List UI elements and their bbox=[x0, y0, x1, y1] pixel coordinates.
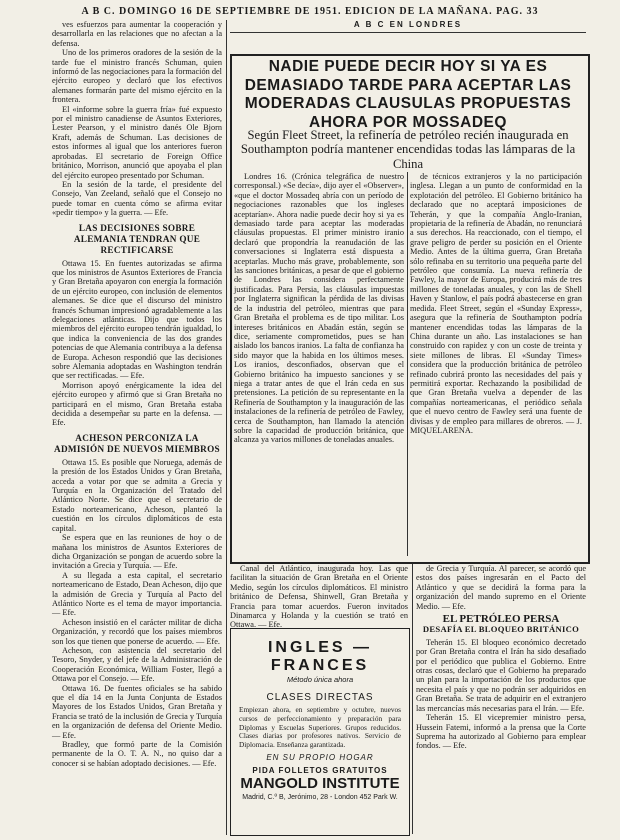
paragraph: Acheson, con asistencia del secretario del Tesoro, Snyder, y del jefe de la Administración de Cooperación Económica, William Foster, llegó a Ottawa por el Consejo. — Efe. bbox=[52, 645, 222, 684]
section-heading: EL PETRÓLEO PERSA bbox=[442, 613, 560, 626]
paragraph: En la sesión de la tarde, el presidente del Consejo, Van Zeeland, señaló que el Consejo no puede tomar en cuenta cómo se afirma evitar «pedir tiempo» y la guerra. — Efe. bbox=[52, 179, 222, 218]
lower-right-column bbox=[416, 564, 586, 836]
ad-title: INGLES — FRANCES bbox=[267, 639, 372, 674]
paragraph: ves esfuerzos para aumentar la cooperación y desarrollarla en las relaciones que no afectan a la defensa. bbox=[52, 20, 222, 48]
paragraph: Teherán 15. El vicepremier ministro persa, Hussein Fatemi, informó a la prensa que la Corte Suprema ha autorizado al Gobierno para emplear fondos. — Efe. bbox=[416, 713, 586, 751]
ad-body: Empiezan ahora, en septiembre y octubre, nuevos cursos de perfeccionamiento y preparación para Diplomas y Escuelas Superiores. Grupos reducidos. Clases diarias por profesores nativos. Servicio de Diplomacia. Enseñanza garantizada. bbox=[239, 705, 401, 750]
feature-subhead: Según Fleet Street, la refinería de petróleo recién inaugurada en Southampton podría mantener encendidas todas las lámparas de la China bbox=[240, 128, 576, 171]
paragraph: de Grecia y Turquía. Al parecer, se acordó que estos dos países ingresarán en el Pacto del Atlántico y que se decidirá la forma para la organización del mando supremo en el Oriente Medio. — Efe. bbox=[416, 564, 586, 611]
lower-middle-column bbox=[230, 564, 408, 630]
feature-column-a bbox=[234, 172, 404, 556]
paragraph: Bradley, que formó parte de la Comisión permanente de la O. T. A. N., no quiso dar a conocer si se habían adoptado decisiones. — Efe. bbox=[52, 740, 222, 768]
ad-tagline: Método única ahora bbox=[286, 675, 354, 684]
paragraph: de técnicos extranjeros y la no participación inglesa. Llegan a un punto de conformidad en la explotación del petróleo. El Gobierno británico ha declarado que no aceptará imposiciones de Teherán, y que la compañía Anglo-Iranian, propietaria de la refinería de Abadán, no renunciará a sus derechos. Ha reaccionado, con el tiempo, el grave peligro de perder su posición en el Oriente Medio. Antes de la última guerra, Gran Bretaña sólo refinaba en su territorio una pequeña parte del petróleo que consumía. La nueva refinería de Fawley, la mayor de Europa, producirá más de tres millones de toneladas anuales, y con las de Shell Haven y Stanlow, el país podrá abastecerse en gran medida. Fleet Street, según el «Sunday Express», asegura que la refinería de Southampton podría mantener encendidas todas las lámparas de la China durante un año. Las instalaciones se han construido con rapidez y con un coste de treinta y siete millones de libras. El «Sunday Times» considera que la producción británica de petróleo refinado cubrirá pronto las necesidades del país y permitirá exportar. Rechazando la posibilidad de que Gran Bretaña vuelva a depender de las compañías norteamericanas, el periódico señala que el nuevo centro de Fawley será una fuente de divisas y de empleo para millares de obreros. — J. MIQUELARENA. bbox=[410, 172, 582, 435]
ad-request: PIDA FOLLETOS GRATUITOS bbox=[252, 765, 388, 775]
advertisement bbox=[230, 628, 410, 836]
column-divider bbox=[226, 20, 227, 835]
paragraph: Morrison apoyó enérgicamente la idea del ejército europeo y afirmó que si Gran Bretaña no participará en el mismo, Gran Bretaña estaba decidida a desempeñar su parte en la defensa. — Efe. bbox=[52, 380, 222, 428]
feature-column-divider bbox=[407, 172, 408, 556]
paragraph: A su llegada a esta capital, el secretario norteamericano de Estado, Dean Acheson, dijo que la admisión de Grecia y Turquía al Pacto del Atlántico Norte es el tema de mayor importancia. — Efe. bbox=[52, 570, 222, 618]
ad-brand: MANGOLD INSTITUTE bbox=[240, 774, 400, 792]
paragraph: Acheson insistió en el carácter militar de dicha Organización, y recordó que los países miembros son los que tienen que ponerse de acuerdo. — Efe. bbox=[52, 617, 222, 646]
ad-address: Madrid, C.º B, Jerónimo, 28 - London 452 Park W. bbox=[242, 793, 398, 801]
paragraph: Ottawa 15. Es posible que Noruega, además de la presión de los Estados Unidos y Gran Bretaña, acceda a votar por que se admita a Grecia y Turquía en la Organización del Tratado del Atlántico Norte. Se dice que el secretario de Estado norteamericano, Acheson, planteó la cuestión en los círculos diplomáticos de esta capital. bbox=[52, 457, 222, 533]
paragraph: Ottawa 16. De fuentes oficiales se ha sabido que el día 14 en la Junta Conjunta de Estados Mayores de los Estados Unidos, Gran Bretaña y Francia se trató de la inclusión de Grecia y Turquía en la organización de defensa del Oriente Medio. — Efe. bbox=[52, 683, 222, 740]
section-subheading: DESAFÍA EL BLOQUEO BRITÁNICO bbox=[422, 624, 580, 635]
feature-column-b bbox=[410, 172, 582, 556]
section-heading: ACHESON PERCONIZA LA ADMISIÓN DE NUEVOS MIEMBROS bbox=[54, 432, 220, 454]
paragraph: Canal del Atlántico, inaugurada hoy. Las que facilitan la situación de Gran Bretaña en el Oriente Medio, según los círculos diplomáticos. El ministro británico de Defensa, Shinwell, Gran Bretaña y Francia para tomar acuerdos. Fueron invitados Dinamarca y Holanda y la cuestión se trató en Ottawa. — Efe. bbox=[230, 564, 408, 630]
left-column bbox=[52, 20, 222, 835]
feature-top-rule bbox=[230, 32, 586, 33]
running-head: A B C. DOMINGO 16 DE SEPTIEMBRE DE 1951. EDICION DE LA MAÑANA. PAG. 33 bbox=[81, 6, 539, 17]
column-divider bbox=[412, 564, 413, 834]
feature-label: A B C EN LONDRES bbox=[353, 20, 463, 29]
paragraph: Londres 16. (Crónica telegráfica de nuestro corresponsal.) «Se decía», dijo ayer el «Observer», «que el doctor Mossadeq abría con un período de negociaciones razonables que los ingleses aceptarían». Ahora nadie puede decir hoy si ya es demasiado tarde para aceptar las moderadas cláusulas propuestas. El primer ministro iranio declaró que propondría la reanudación de las conversaciones si Inglaterra está dispuesta a aceptarlas. Mucho más grave, probablemente, son las sanciones británicas, a pesar de que el gobierno de Londres las considera perfectamente justificadas. Para Persia, las cláusulas impuestas por Inglaterra significan la pérdida de las divisas de la industria del petróleo, mientras que para Gran Bretaña el problema es de tipo militar. Los intereses británicos en Abadán están, según se dice, seriamente comprometidos, pues se han aislado los bancos iranios. La falta de confianza ha sido mayor que la habida en los últimos meses. Los iranios, desconfiados, observan que el Gobierno británico ha impuesto sanciones y se niega a tratar antes de que el Irán ceda en sus pretensiones. La petición de su representante en la Refinería de Southampton y la inauguración de las instalaciones de la refinería de petróleo de Fawley, cerca de Southampton, han llamado la atención sobre la capacidad de producción británica, que alcanza ya varios millones de toneladas anuales. bbox=[234, 172, 404, 445]
ad-classes: CLASES DIRECTAS bbox=[266, 692, 374, 703]
paragraph: Uno de los primeros oradores de la sesión de la tarde fue el ministro francés Schuman, quien informó de las negociaciones para la formación del ejército europeo y declaró que los efectivos alemanes formarán parte del mismo ejército en la frontera. bbox=[52, 48, 222, 105]
paragraph: El «informe sobre la guerra fría» fué expuesto por el ministro canadiense de Asuntos Exteriores, Lester Pearson, y el ministro danés Ole Bjorn Kraft, además de Schuman. Las decisiones de estos informes al igual que los anteriores fueron aprobadas. El secretario de Foreign Office británico, Morrison, anunció que apoyaba el plan del ejército europeo presentado por Schuman. bbox=[52, 104, 222, 180]
paragraph: Se espera que en las reuniones de hoy o de mañana los ministros de Asuntos Exteriores de dicha Organización se pongan de acuerdo sobre la invitación a Grecia y Turquía. — Efe. bbox=[52, 533, 222, 571]
feature-headline: NADIE PUEDE DECIR HOY SI YA ES DEMASIADO TARDE PARA ACEPTAR LAS MODERADAS CLAUSULAS PROPUESTAS AHORA POR MOSSADEQ bbox=[244, 58, 572, 131]
paragraph: Ottawa 15. En fuentes autorizadas se afirma que los ministros de Asuntos Exteriores de Francia y Gran Bretaña apoyaron con energía la formación de un ejército europeo, con inclusión de elementos alemanes. Se dice que el discurso del ministro francés Schuman impresionó agradablemente a las delegaciones atlánticas. Dijo que todos los miembros del ejército europeo tendrán igualdad, lo que indica la conveniencia de las dos grandes potencias de que Alemania contribuya a la defensa de Europa. Acheson respondió que las decisiones sobre Alemania adoptadas en Washington tendrán que ser rectificadas. — Efe. bbox=[52, 258, 222, 381]
ad-home: EN SU PROPIO HOGAR bbox=[266, 752, 374, 762]
section-heading: LAS DECISIONES SOBRE ALEMANIA TENDRAN QUE RECTIFICARSE bbox=[73, 222, 201, 255]
paragraph: Teherán 15. El bloqueo económico decretado por Gran Bretaña contra el Irán ha sido desafiado por el periódico que publica el Gobierno. Entre otras cosas, declaró que el Gobierno ha preparado un plan para la importación de los productos que necesita el país y que no podrán ser adquiridos en Gran Bretaña. Se trata de adquirir en el extranjero las mercancías más necesarias para el Irán. — Efe. bbox=[416, 637, 586, 713]
